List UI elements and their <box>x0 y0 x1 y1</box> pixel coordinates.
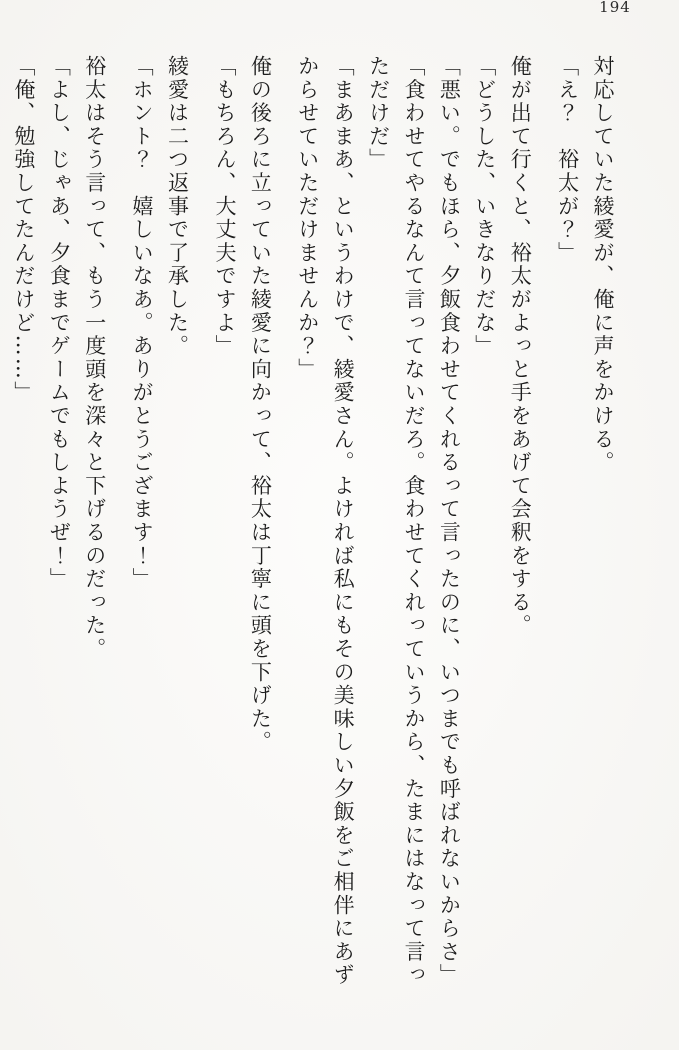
text-column: 「どうした、いきなりだな」 <box>472 55 497 358</box>
text-column <box>0 55 6 1015</box>
text-column: 「え？ 裕太が？」 <box>555 55 580 265</box>
text-column: ただけだ」 <box>366 55 391 172</box>
text-column: 「悪い。でもほら、夕飯食わせてくれるって言ったのに、いつまでも呼ばれないからさ」 <box>437 55 462 987</box>
text-column: 「よし、じゃあ、夕食までゲームでもしようぜ！」 <box>47 55 72 591</box>
text-column: 裕太はそう言って、もう一度頭を深々と下げるのだった。 <box>82 55 107 661</box>
text-column: 「もちろん、大丈夫ですよ」 <box>212 55 237 358</box>
vertical-text-block <box>0 55 632 1015</box>
page-number: 194 <box>599 0 631 16</box>
text-column: 「俺、勉強してたんだけど……」 <box>11 55 36 405</box>
text-column: からせていただけませんか？」 <box>295 55 320 382</box>
text-column: 対応していた綾愛が、俺に声をかける。 <box>591 55 615 475</box>
text-column: 「まあまあ、というわけで、綾愛さん。よければ私にもその美味しい夕飯をご相伴にあず <box>331 55 356 987</box>
text-column: 「食わせてやるなんて言ってないだろ。食わせてくれっていうから、たまにはなって言っ <box>401 55 426 987</box>
text-column: 俺の後ろに立っていた綾愛に向かって、裕太は丁寧に頭を下げた。 <box>248 55 273 754</box>
text-column: 俺が出て行くと、裕太がよっと手をあげて会釈をする。 <box>508 55 533 638</box>
text-column: 「ホント？ 嬉しいなあ。ありがとうござます！」 <box>130 55 155 591</box>
text-column: 綾愛は二つ返事で了承した。 <box>165 55 190 358</box>
